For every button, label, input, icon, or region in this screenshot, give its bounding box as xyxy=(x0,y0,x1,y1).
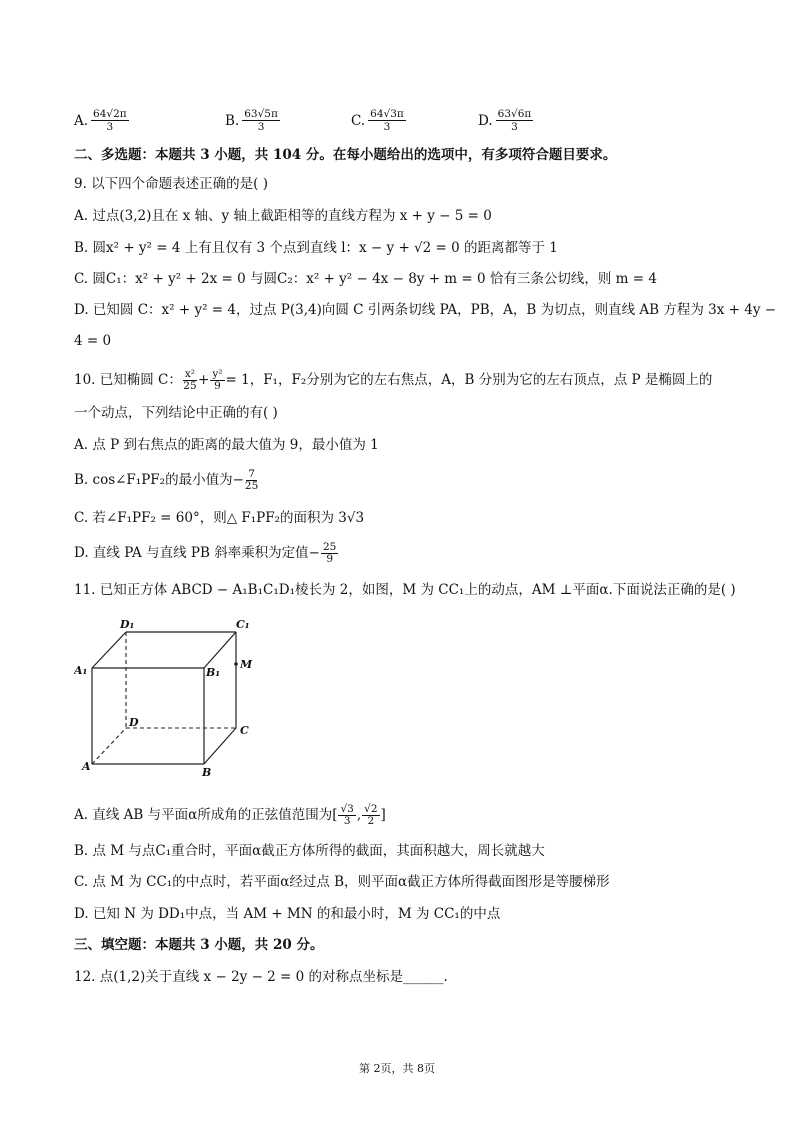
option-label: C. xyxy=(351,112,366,129)
fraction-denominator: 2 xyxy=(367,815,375,827)
label-c: C xyxy=(240,724,249,737)
q11-option-a xyxy=(74,802,386,828)
option-label: B. xyxy=(225,112,240,129)
q11-stem: 11. 已知正方体 ABCD − A₁B₁C₁D₁棱长为 2，如图，M 为 CC₁上的动点，AM ⊥平面α.下面说法正确的是( ) xyxy=(74,582,736,598)
q10-option-c: C. 若∠F₁PF₂ = 60°，则△ F₁PF₂的面积为 3√3 xyxy=(74,510,365,526)
option-text: B. cos∠F₁PF₂的最小值为− xyxy=(74,472,244,488)
q10-stem-line2: 一个动点，下列结论中正确的有( ) xyxy=(74,405,278,421)
q10-option-d xyxy=(74,541,339,565)
comma: , xyxy=(356,807,362,823)
q8-option-a xyxy=(74,108,129,133)
fraction-denominator: 25 xyxy=(183,380,197,392)
option-label: D. xyxy=(478,112,493,129)
q9-option-a: A. 过点(3,2)且在 x 轴、y 轴上截距相等的直线方程为 x + y − 5 = 0 xyxy=(74,208,492,224)
edge-a1-d1 xyxy=(92,632,126,668)
q10-option-b xyxy=(74,468,259,492)
plus-sign: + xyxy=(198,372,210,388)
fraction-numerator: 63√6π xyxy=(497,108,532,120)
option-fraction xyxy=(91,108,129,133)
edge-a-d xyxy=(92,728,126,764)
q9-option-c: C. 圆C₁：x² + y² + 2x = 0 与圆C₂：x² + y² − 4x − 8y + m = 0 恰有三条公切线，则 m = 4 xyxy=(74,271,657,287)
fraction-x-squared xyxy=(183,369,197,392)
section-heading-multiple-choice: 二、多选题：本题共 3 小题，共 104 分。在每小题给出的选项中，有多项符合题目要求。 xyxy=(74,147,617,163)
q10-option-a: A. 点 P 到右焦点的距离的最大值为 9，最小值为 1 xyxy=(74,437,379,453)
fraction-denominator: 3 xyxy=(106,121,114,133)
q10-stem-end: = 1，F₁，F₂分别为它的左右焦点，A，B 分别为它的左右顶点，点 P 是椭圆上的 xyxy=(225,372,713,388)
fraction-numerator: 64√2π xyxy=(93,108,127,120)
page-footer: 第 2页，共 8页 xyxy=(359,1062,435,1075)
fraction-denominator: 3 xyxy=(257,121,265,133)
label-d: D xyxy=(129,716,139,729)
fraction-denominator: 25 xyxy=(244,480,259,492)
q8-option-d xyxy=(478,108,533,133)
q10-stem xyxy=(74,368,712,392)
point-m xyxy=(234,662,238,666)
option-text: A. 直线 AB 与平面α所成角的正弦值范围为[ xyxy=(74,807,338,823)
fraction-denominator: 9 xyxy=(214,380,221,392)
option-fraction xyxy=(368,108,406,133)
label-a: A xyxy=(82,760,91,773)
fraction-sqrt2-2 xyxy=(362,804,379,827)
option-fraction xyxy=(242,108,280,133)
fraction-denominator: 9 xyxy=(326,553,334,565)
q11-option-b: B. 点 M 与点C₁重合时，平面α截正方体所得的截面，其面积越大，周长就越大 xyxy=(74,843,545,859)
q11-option-c: C. 点 M 为 CC₁的中点时，若平面α经过点 B，则平面α截正方体所得截面图形是等腰梯形 xyxy=(74,874,610,890)
option-text: D. 直线 PA 与直线 PB 斜率乘积为定值− xyxy=(74,545,320,561)
fraction-numerator: 63√5π xyxy=(244,108,278,120)
edge-b1-c1 xyxy=(204,632,236,668)
fraction-25-9 xyxy=(321,542,338,565)
q10-stem-start: 10. 已知椭圆 C： xyxy=(74,372,182,388)
fraction-numerator: 64√3π xyxy=(370,108,404,120)
q9-option-d: D. 已知圆 C：x² + y² = 4，过点 P(3,4)向圆 C 引两条切线 PA，PB，A，B 为切点，则直线 AB 方程为 3x + 4y − xyxy=(74,302,777,318)
option-fraction xyxy=(496,108,534,133)
cube-figure xyxy=(74,612,264,782)
fraction-numerator: y² xyxy=(212,368,223,380)
section-heading-fill-in: 三、填空题：本题共 3 小题，共 20 分。 xyxy=(74,937,324,953)
bracket-close: ] xyxy=(380,807,386,823)
fraction-7-25 xyxy=(245,469,258,492)
q9-option-d-continued: 4 = 0 xyxy=(74,333,112,349)
fraction-sqrt3-3 xyxy=(338,804,355,827)
option-label: A. xyxy=(74,112,89,129)
q8-option-b xyxy=(225,108,280,133)
fraction-denominator: 3 xyxy=(383,121,391,133)
q9-stem: 9. 以下四个命题表述正确的是( ) xyxy=(74,176,268,192)
label-a1: A₁ xyxy=(74,664,88,677)
fraction-y-squared xyxy=(210,369,224,392)
fraction-numerator: 7 xyxy=(248,468,255,480)
edge-b-c xyxy=(204,728,236,764)
fraction-denominator: 3 xyxy=(343,815,351,827)
fraction-numerator: x² xyxy=(184,368,196,380)
q11-option-d: D. 已知 N 为 DD₁中点，当 AM + MN 的和最小时，M 为 CC₁的中点 xyxy=(74,906,501,922)
fraction-numerator: √3 xyxy=(340,803,354,815)
label-c1: C₁ xyxy=(236,618,250,631)
label-b1: B₁ xyxy=(206,666,221,679)
label-b: B xyxy=(202,766,212,779)
fraction-numerator: √2 xyxy=(364,803,378,815)
fraction-numerator: 25 xyxy=(323,541,337,553)
label-m: M xyxy=(240,658,253,671)
q8-option-c xyxy=(351,108,406,133)
q12-stem: 12. 点(1,2)关于直线 x − 2y − 2 = 0 的对称点坐标是______. xyxy=(74,969,448,985)
label-d1: D₁ xyxy=(120,618,135,631)
q9-option-b: B. 圆x² + y² = 4 上有且仅有 3 个点到直线 l：x − y + √2 = 0 的距离都等于 1 xyxy=(74,240,558,256)
fraction-denominator: 3 xyxy=(511,121,518,133)
